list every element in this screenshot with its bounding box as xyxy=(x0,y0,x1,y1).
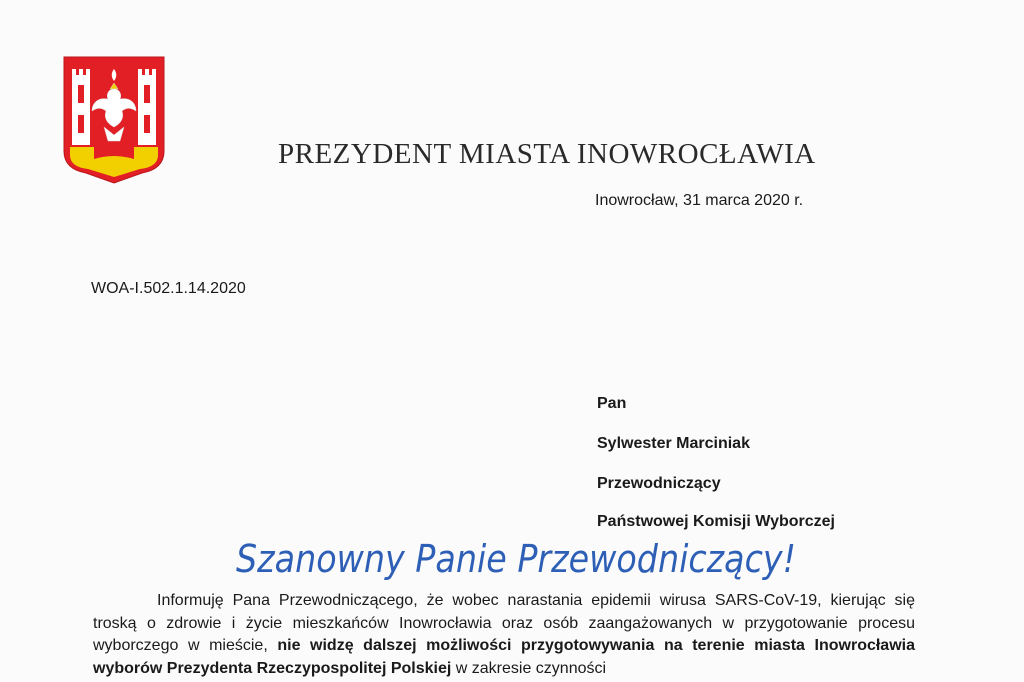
svg-text:Szanowny Panie Przewodniczący!: Szanowny Panie Przewodniczący! xyxy=(236,537,796,581)
addressee-title: Pan xyxy=(597,395,627,412)
reference-number: WOA-I.502.1.14.2020 xyxy=(91,280,246,297)
body-tail: w zakresie czynności xyxy=(451,659,607,677)
body-intro: Informuję Pana Przewodniczącego, że wobec narastania epidemii wirusa SARS-CoV-19, kierując się troską o zdrowie i życie mieszkańców Inowrocławia oraz osób zaangażowanych w przygotowanie procesu wyborczego w mieście, xyxy=(93,592,915,654)
addressee-name: Sylwester Marciniak xyxy=(597,435,750,452)
addressee-organization: Państwowej Komisji Wyborczej xyxy=(597,513,835,530)
body-emphasis: nie widzę dalszej możliwości przygotowywania na terenie miasta Inowrocławia wyborów Prezydenta Rzeczypospolitej Polskiej xyxy=(93,637,915,677)
addressee-position: Przewodniczący xyxy=(597,475,721,492)
date-line: Inowrocław, 31 marca 2020 r. xyxy=(595,192,804,209)
body-paragraph xyxy=(93,590,915,680)
city-crest-icon xyxy=(60,55,168,185)
handwritten-greeting xyxy=(236,522,801,592)
letter-body xyxy=(93,590,915,680)
letterhead-title: PREZYDENT MIASTA INOWROCŁAWIA xyxy=(278,138,816,170)
